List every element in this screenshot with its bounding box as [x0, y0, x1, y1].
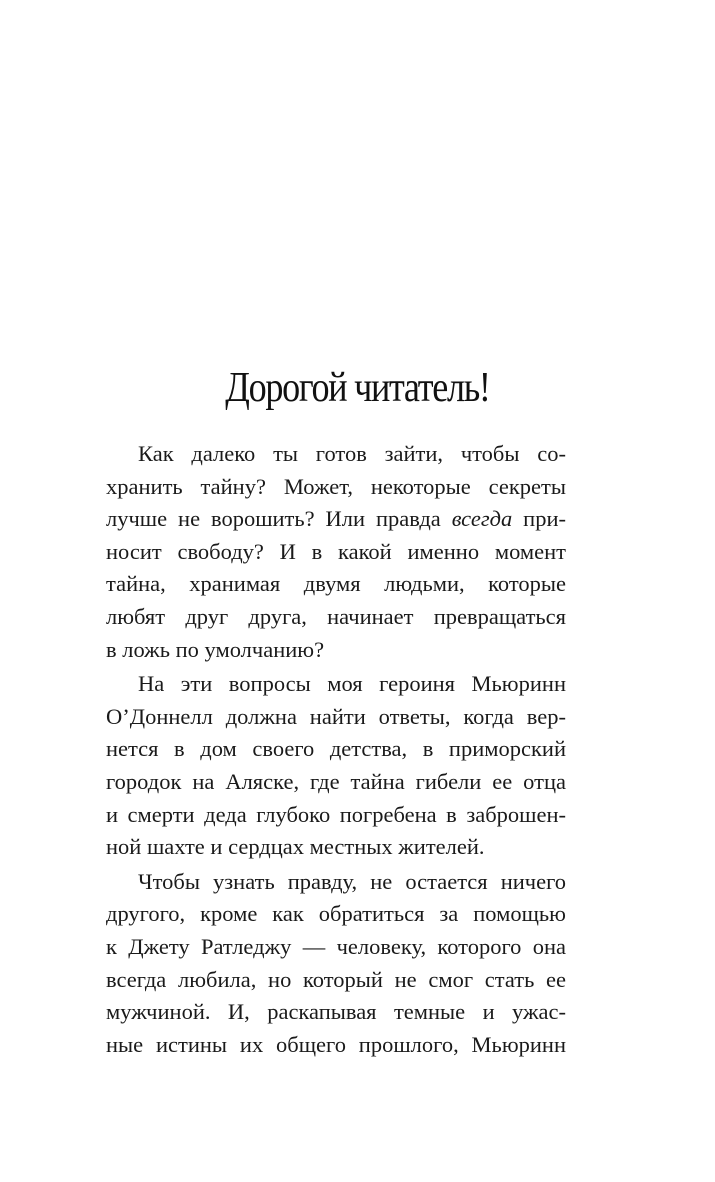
paragraph: [106, 668, 566, 864]
text-line: О’Доннелл должна найти ответы, когда вер-: [106, 703, 566, 729]
text-line: всегда любила, но который не смог стать ее: [106, 966, 566, 992]
text-line: другого, кроме как обратиться за помощью: [106, 901, 566, 927]
text-line: Как далеко ты готов зайти, чтобы со-: [138, 441, 566, 466]
paragraph: [106, 438, 566, 666]
text-span: лучше не ворошить? Или правда: [106, 506, 452, 532]
text-line: тайна, хранимая двумя людьми, которые: [106, 571, 566, 597]
text-line: любят друг друга, начинает превращаться: [106, 603, 566, 629]
text-line: и смерти деда глубоко погребена в заброшен-: [106, 801, 566, 827]
text-line: [106, 503, 566, 536]
page-title: Дорогой читатель!: [225, 365, 490, 411]
text-span: при-: [512, 506, 567, 532]
italic-word: всегда: [451, 506, 513, 532]
text-line: нется в дом своего детства, в приморский: [106, 736, 566, 762]
text-line: хранить тайну? Может, некоторые секреты: [106, 473, 566, 499]
text-line: На эти вопросы моя героиня Мьюринн: [138, 671, 566, 697]
text-line: ные истины их общего прошлого, Мьюринн: [106, 1031, 566, 1057]
text-line: Чтобы узнать правду, не остается ничего: [138, 868, 566, 894]
letter-body: [106, 438, 566, 1061]
paragraph: [106, 866, 566, 1062]
text-line: к Джету Ратледжу — человеку, которого она: [106, 933, 566, 959]
text-line: в ложь по умолчанию?: [106, 636, 325, 662]
text-line: городок на Аляске, где тайна гибели ее отца: [106, 768, 566, 794]
text-line: ной шахте и сердцах местных жителей.: [106, 834, 485, 860]
text-line: мужчиной. И, раскапывая темные и ужас-: [106, 999, 566, 1025]
text-line: носит свободу? И в какой именно момент: [106, 538, 566, 564]
